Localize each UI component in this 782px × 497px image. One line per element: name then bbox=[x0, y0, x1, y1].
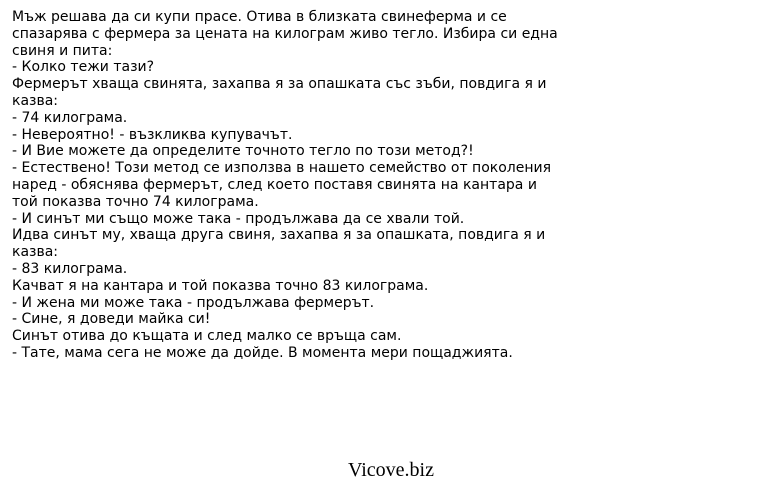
joke-line: - И синът ми също може така - продължава да се хвали той. bbox=[12, 210, 465, 227]
joke-line: Синът отива до къщата и след малко се връща сам. bbox=[12, 328, 402, 345]
joke-line: Мъж решава да си купи прасе. Отива в близката свинеферма и се bbox=[12, 9, 507, 25]
joke-line: - 83 килограма. bbox=[12, 260, 128, 277]
joke-line: Фермерът хваща свинята, захапва я за опашката със зъби, повдига я и bbox=[12, 76, 547, 93]
joke-line: - И Вие можете да определите точното тегло по този метод?! bbox=[12, 143, 474, 160]
joke-line: наред - обяснява фермерът, след което поставя свинята на кантара и bbox=[12, 176, 537, 193]
joke-line: той показва точно 74 килограма. bbox=[12, 193, 259, 210]
joke-line: спазарява с фермера за цената на килограм живо тегло. Избира си една bbox=[12, 25, 558, 42]
joke-line: свиня и пита: bbox=[12, 42, 113, 59]
joke-line: казва: bbox=[12, 92, 59, 109]
joke-line: - Колко тежи тази? bbox=[12, 59, 155, 76]
joke-line: - И жена ми може така - продължава фермерът. bbox=[12, 294, 375, 311]
joke-line: казва: bbox=[12, 244, 59, 261]
joke-line: - 74 килограма. bbox=[12, 109, 128, 126]
joke-line: Качват я на кантара и той показва точно 83 килограма. bbox=[12, 277, 429, 294]
joke-line: - Невероятно! - възкликва купувачът. bbox=[12, 126, 293, 143]
joke-line: - Сине, я доведи майка си! bbox=[12, 311, 211, 328]
joke-line: Идва синът му, хваща друга свиня, захапва я за опашката, повдига я и bbox=[12, 227, 546, 244]
joke-text bbox=[12, 9, 772, 362]
joke-line: - Тате, мама сега не може да дойде. В момента мери пощаджията. bbox=[12, 344, 513, 361]
joke-line: - Естествено! Този метод се използва в нашето семейство от поколения bbox=[12, 160, 552, 177]
site-watermark: Vicove.biz bbox=[348, 459, 434, 481]
